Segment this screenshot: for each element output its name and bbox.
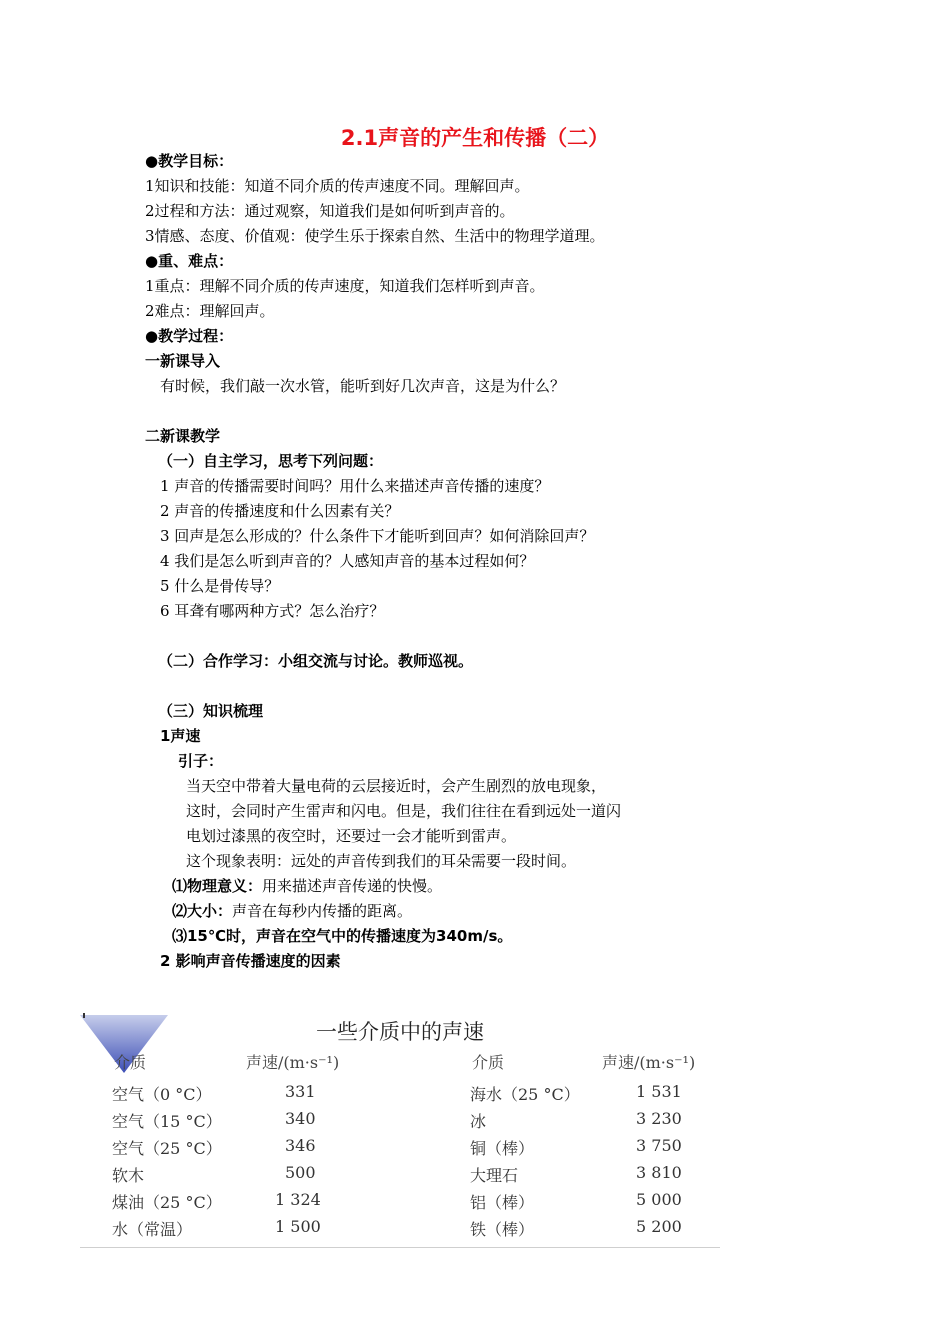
speed-cell: 331 xyxy=(285,1082,316,1101)
self-study-heading: （一）自主学习，思考下列问题： xyxy=(158,452,384,470)
table-title: 一些介质中的声速 xyxy=(316,1020,484,1044)
intro-heading: 一新课导入 xyxy=(145,352,221,370)
speed-heading: 1声速 xyxy=(160,727,201,745)
medium-cell: 铝（棒） xyxy=(470,1193,535,1212)
objective-item: 3情感、态度、价值观：使学生乐于探索自然、生活中的物理学道理。 xyxy=(145,227,605,245)
medium-cell: 空气（0 °C） xyxy=(112,1085,212,1104)
speed-cell: 340 xyxy=(285,1109,316,1128)
size-label: ⑵大小： xyxy=(172,902,233,920)
speed-cell: 3 230 xyxy=(636,1109,682,1128)
table-bottom-rule xyxy=(80,1247,720,1248)
meaning-label: ⑴物理意义： xyxy=(172,877,263,895)
speed-cell: 1 324 xyxy=(275,1190,321,1209)
lead-line: 当天空中带着大量电荷的云层接近时，会产生剧烈的放电现象， xyxy=(186,777,607,795)
medium-cell: 空气（25 °C） xyxy=(112,1139,222,1158)
lead-line: 电划过漆黑的夜空时，还要过一会才能听到雷声。 xyxy=(186,827,517,845)
sound-speed-table xyxy=(80,1010,720,1250)
medium-cell: 铜（棒） xyxy=(470,1139,535,1158)
objective-item: 1知识和技能：知道不同介质的传声速度不同。理解回声。 xyxy=(145,177,530,195)
question-item: 2 声音的传播速度和什么因素有关？ xyxy=(160,502,400,520)
question-item: 6 耳聋有哪两种方式？怎么治疗？ xyxy=(160,602,385,620)
process-heading: ●教学过程： xyxy=(145,327,234,345)
lead-line: 这时，会同时产生雷声和闪电。但是，我们往往在看到远处一道闪 xyxy=(186,802,622,820)
objective-item: 2过程和方法：通过观察，知道我们是如何听到声音的。 xyxy=(145,202,515,220)
medium-cell: 海水（25 °C） xyxy=(470,1085,580,1104)
lead-label: 引子： xyxy=(178,752,224,770)
header-speed: 声速/(m·s⁻¹) xyxy=(602,1053,696,1072)
medium-cell: 软木 xyxy=(112,1166,145,1185)
speed-cell: 1 500 xyxy=(275,1217,321,1236)
keypoint-item: 1重点：理解不同介质的传声速度，知道我们怎样听到声音。 xyxy=(145,277,545,295)
size-text: 声音在每秒内传播的距离。 xyxy=(232,902,413,920)
speed-cell: 346 xyxy=(285,1136,316,1155)
meaning-text: 用来描述声音传递的快慢。 xyxy=(262,877,443,895)
medium-cell: 大理石 xyxy=(470,1166,519,1185)
medium-cell: 水（常温） xyxy=(112,1220,193,1239)
lead-line: 这个现象表明：远处的声音传到我们的耳朵需要一段时间。 xyxy=(186,852,577,870)
medium-cell: 空气（15 °C） xyxy=(112,1112,222,1131)
factors-heading: 2 影响声音传播速度的因素 xyxy=(160,952,341,970)
page-title: 2.1声音的产生和传播（二） xyxy=(340,126,610,150)
intro-text: 有时候，我们敲一次水管，能听到好几次声音，这是为什么？ xyxy=(160,377,566,395)
physical-meaning xyxy=(172,876,442,896)
question-item: 1 声音的传播需要时间吗？用什么来描述声音传播的速度？ xyxy=(160,477,550,495)
objectives-heading: ●教学目标： xyxy=(145,152,234,170)
header-medium: 介质 xyxy=(472,1053,505,1072)
medium-cell: 煤油（25 °C） xyxy=(112,1193,222,1212)
question-item: 4 我们是怎么听到声音的？人感知声音的基本过程如何？ xyxy=(160,552,535,570)
speed-cell: 5 200 xyxy=(636,1217,682,1236)
speed-cell: 3 810 xyxy=(636,1163,682,1182)
speed-cell: 3 750 xyxy=(636,1136,682,1155)
header-speed: 声速/(m·s⁻¹) xyxy=(246,1053,340,1072)
new-lesson-heading: 二新课教学 xyxy=(145,427,221,445)
speed-cell: 5 000 xyxy=(636,1190,682,1209)
speed-in-air: ⑶15℃时，声音在空气中的传播速度为340m/s。 xyxy=(172,927,513,945)
medium-cell: 冰 xyxy=(470,1112,487,1131)
header-medium: 介质 xyxy=(114,1053,147,1072)
keypoint-item: 2难点：理解回声。 xyxy=(145,302,275,320)
keypoints-heading: ●重、难点： xyxy=(145,252,234,270)
size-definition xyxy=(172,901,412,921)
cooperative-learning: （二）合作学习：小组交流与讨论。教师巡视。 xyxy=(158,652,474,670)
question-item: 3 回声是怎么形成的？什么条件下才能听到回声？如何消除回声？ xyxy=(160,527,595,545)
speed-cell: 500 xyxy=(285,1163,316,1182)
review-heading: （三）知识梳理 xyxy=(158,702,264,720)
question-item: 5 什么是骨传导？ xyxy=(160,577,280,595)
speed-cell: 1 531 xyxy=(636,1082,682,1101)
medium-cell: 铁（棒） xyxy=(470,1220,535,1239)
